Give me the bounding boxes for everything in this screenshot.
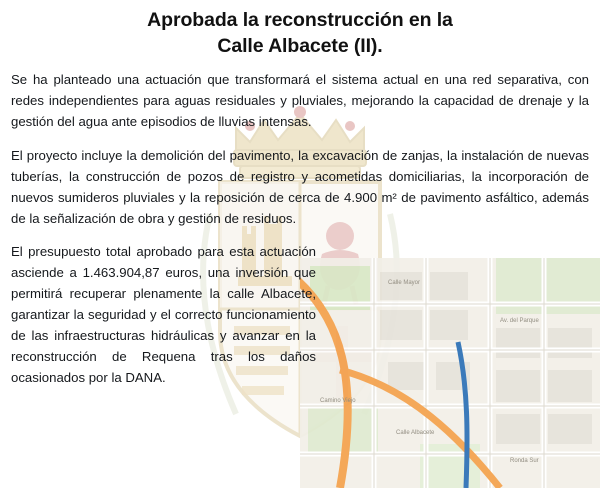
page-title-line-1: Aprobada la reconstrucción en la: [147, 9, 453, 31]
paragraph-2: El proyecto incluye la demolición del pavimento, la excavación de zanjas, la instalación de nuevas tuberías, la construcción de pozos de registro y acometidas domiciliarias, la incorporación de nuevos sumideros pluviales y la reposición de cerca de 4.900 m² de pavimento asfáltico, además de la señalización de obra y gestión de residuos.: [11, 148, 589, 226]
paragraph-1: Se ha planteado una actuación que transformará el sistema actual en una red separativa, con redes independientes para aguas residuales y pluviales, mejorando la capacidad de drenaje y la gestión del agua ante episodios de lluvias intensas.: [11, 72, 589, 130]
page-title: [26, 8, 574, 59]
paragraph-3: El presupuesto total aprobado para esta actuación asciende a 1.463.904,87 euros, una inversión que permitirá recuperar plenamente la calle Albacete, garantizar la seguridad y el correcto funcionamiento de las infraestructuras hidráulicas y avanzar en la reconstrucción de Requena tras los daños ocasionados por la DANA.: [11, 244, 316, 385]
svg-text:Calle Mayor: Calle Mayor: [388, 280, 421, 286]
article-body: [11, 59, 589, 388]
page-title-line-2: Calle Albacete (II).: [217, 34, 383, 57]
svg-text:Camino Viejo: Camino Viejo: [320, 398, 356, 404]
svg-text:Ronda Sur: Ronda Sur: [510, 458, 539, 464]
svg-text:Av. del Parque: Av. del Parque: [500, 318, 539, 324]
svg-text:Calle Albacete: Calle Albacete: [396, 430, 435, 436]
document-page: [0, 8, 600, 389]
